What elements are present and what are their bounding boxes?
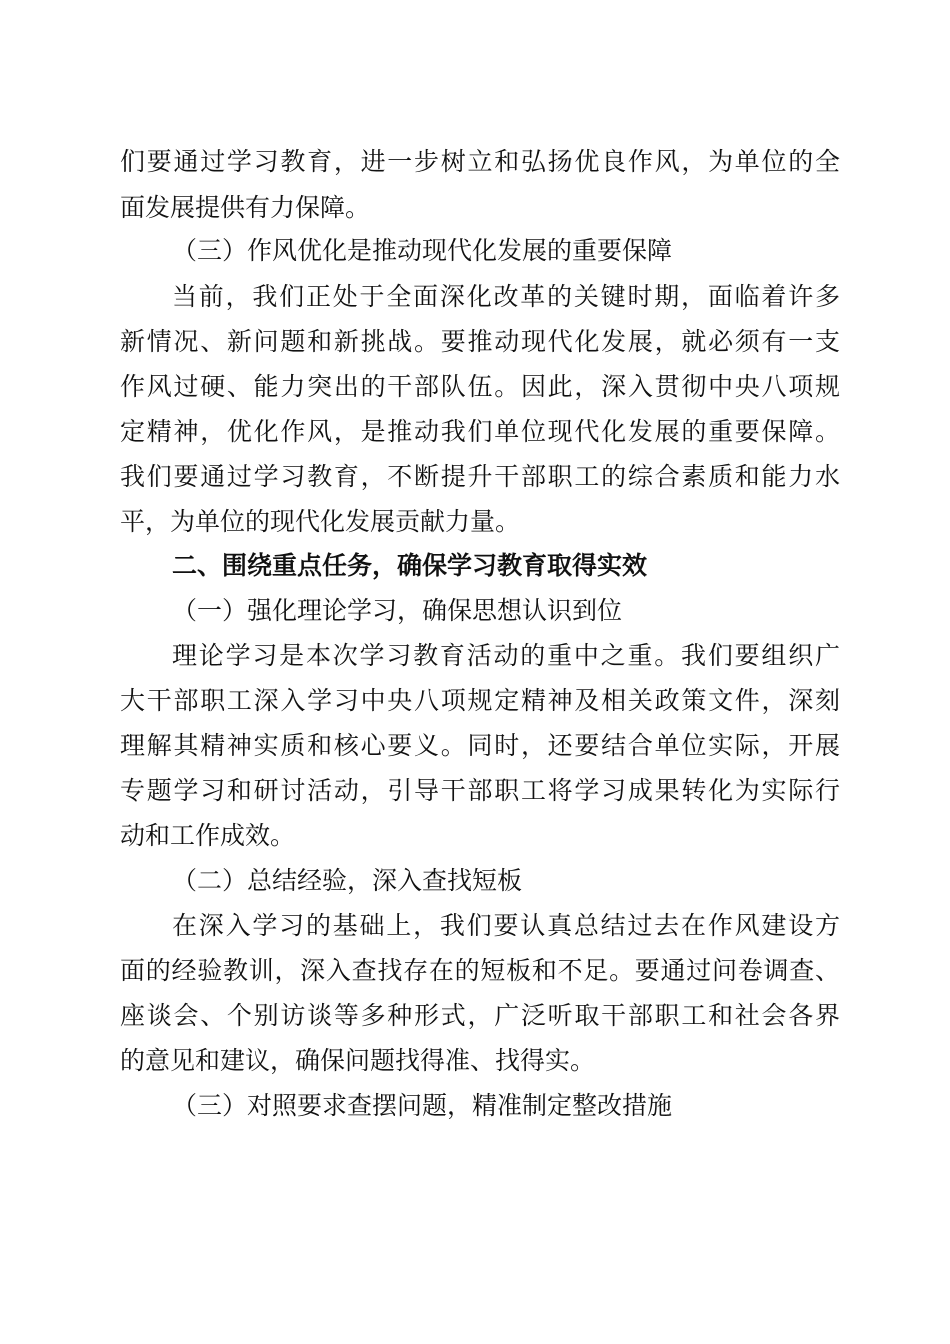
paragraph-line: 们要通过学习教育，进一步树立和弘扬优良作风，为单位的全 xyxy=(120,147,840,176)
paragraph-line: 理解其精神实质和核心要义。同时，还要结合单位实际，开展 xyxy=(120,731,840,760)
paragraph-line: 专题学习和研讨活动，引导干部职工将学习成果转化为实际行 xyxy=(120,776,840,805)
paragraph-line: 作风过硬、能力突出的干部队伍。因此，深入贯彻中央八项规 xyxy=(120,372,840,401)
paragraph-line: 的意见和建议，确保问题找得准、找得实。 xyxy=(120,1046,596,1075)
section-subheading: （二）总结经验，深入查找短板 xyxy=(172,866,523,895)
paragraph-line: 座谈会、个别访谈等多种形式，广泛听取干部职工和社会各界 xyxy=(120,1001,840,1030)
section-subheading: （三）作风优化是推动现代化发展的重要保障 xyxy=(172,236,673,265)
section-subheading: （一）强化理论学习，确保思想认识到位 xyxy=(172,596,623,625)
paragraph-line: 动和工作成效。 xyxy=(120,821,296,850)
paragraph-line: 我们要通过学习教育，不断提升干部职工的综合素质和能力水 xyxy=(120,462,840,491)
paragraph-line: 理论学习是本次学习教育活动的重中之重。我们要组织广 xyxy=(172,641,840,670)
paragraph-line: 在深入学习的基础上，我们要认真总结过去在作风建设方 xyxy=(172,911,840,940)
paragraph-line: 面的经验教训，深入查找存在的短板和不足。要通过问卷调查、 xyxy=(120,956,840,985)
paragraph-line: 面发展提供有力保障。 xyxy=(120,193,371,222)
paragraph-line: 定精神，优化作风，是推动我们单位现代化发展的重要保障。 xyxy=(120,417,840,446)
section-heading: 二、围绕重点任务，确保学习教育取得实效 xyxy=(172,551,648,580)
section-subheading: （三）对照要求查摆问题，精准制定整改措施 xyxy=(172,1091,673,1120)
paragraph-line: 平，为单位的现代化发展贡献力量。 xyxy=(120,507,521,536)
paragraph-line: 新情况、新问题和新挑战。要推动现代化发展，就必须有一支 xyxy=(120,327,840,356)
paragraph-line: 当前，我们正处于全面深化改革的关键时期，面临着许多 xyxy=(172,282,840,311)
paragraph-line: 大干部职工深入学习中央八项规定精神及相关政策文件，深刻 xyxy=(120,686,840,715)
